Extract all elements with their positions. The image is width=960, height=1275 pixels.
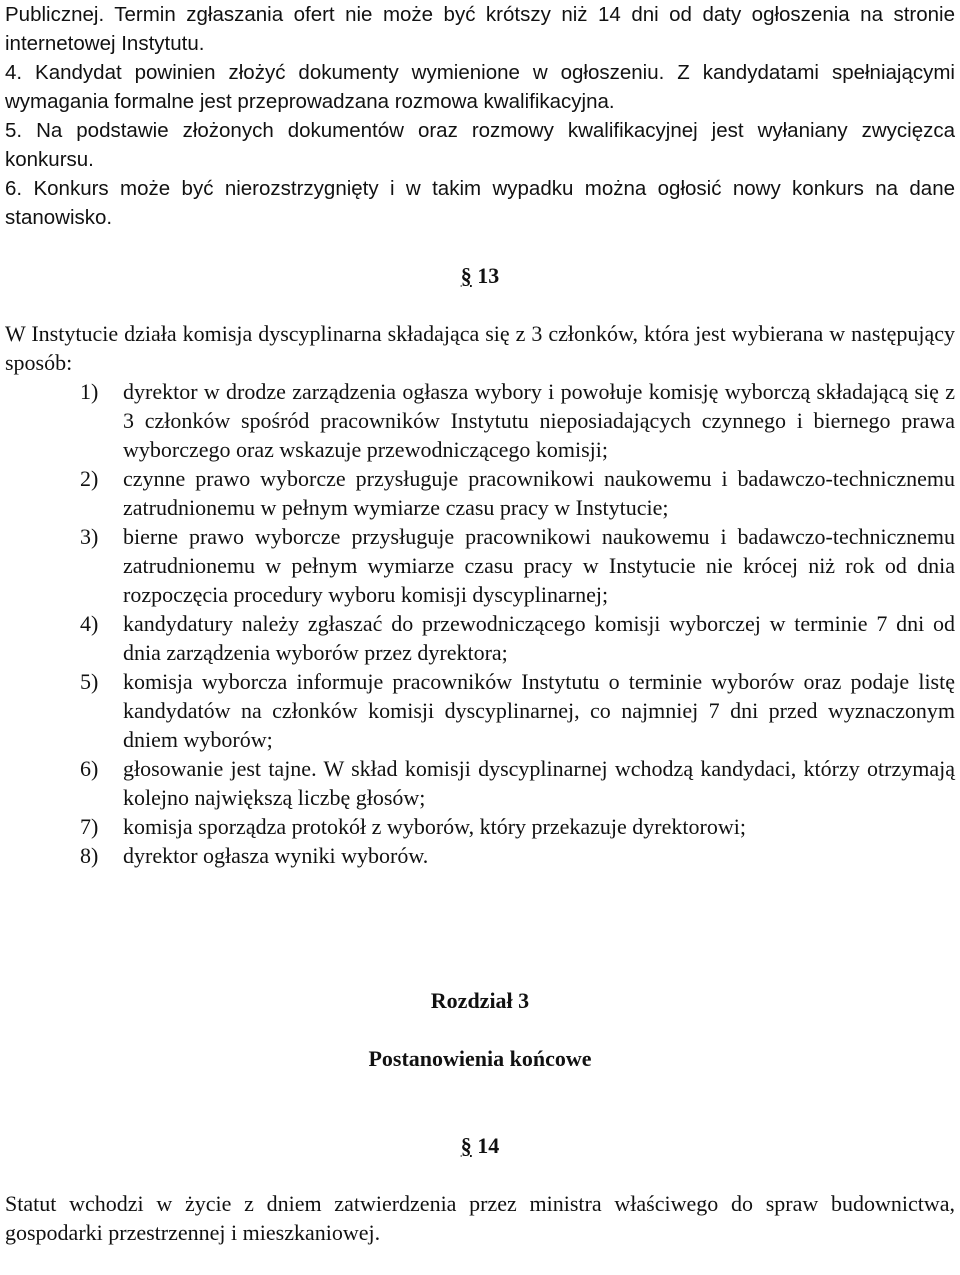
section-number: 14	[477, 1133, 500, 1158]
list-item	[5, 522, 955, 609]
list-item-number: 8)	[80, 843, 99, 868]
section-number: 13	[477, 263, 500, 288]
list-item-number: 2)	[80, 466, 99, 491]
list-item-text: komisja sporządza protokół z wyborów, który przekazuje dyrektorowi;	[123, 814, 746, 839]
document-page	[5, 0, 955, 1247]
paragraph-5: 5. Na podstawie złożonych dokumentów oraz rozmowy kwalifikacyjnej jest wyłaniany zwycięzca konkursu.	[5, 119, 955, 171]
list-item-number: 5)	[80, 669, 99, 694]
section-13-heading	[5, 261, 955, 290]
paragraph-6: 6. Konkurs może być nierozstrzygnięty i w takim wypadku można ogłosić nowy konkurs na dane stanowisko.	[5, 177, 955, 229]
list-item-text: komisja wyborcza informuje pracowników Instytutu o terminie wyborów oraz podaje listę kandydatów na członków komisji dyscyplinarnej, co najmniej 7 dni przed wyznaczonym dniem wyborów;	[123, 669, 955, 752]
list-item-text: kandydatury należy zgłaszać do przewodniczącego komisji wyborczej w terminie 7 dni od dnia zarządzenia wyborów przez dyrektora;	[123, 611, 955, 665]
list-item-number: 3)	[80, 524, 99, 549]
list-item-number: 7)	[80, 814, 99, 839]
spacer	[5, 870, 955, 986]
section-symbol: §	[460, 263, 472, 288]
list-item	[5, 841, 955, 870]
paragraph-intro: Publicznej. Termin zgłaszania ofert nie może być krótszy niż 14 dni od daty ogłoszenia na stronie internetowej Instytutu.	[5, 3, 955, 55]
section-13-intro: W Instytucie działa komisja dyscyplinarna składająca się z 3 członków, która jest wybierana w następujący sposób:	[5, 321, 955, 375]
list-item-number: 6)	[80, 756, 99, 781]
list-item-text: głosowanie jest tajne. W skład komisji dyscyplinarnej wchodzą kandydaci, którzy otrzymają kolejno największą liczbę głosów;	[123, 756, 955, 810]
section-14-heading	[5, 1131, 955, 1160]
list-item-text: dyrektor w drodze zarządzenia ogłasza wybory i powołuje komisję wyborczą składającą się z 3 członków spośród pracowników Instytutu nieposiadających czynnego i biernego prawa wyborczego oraz wskazuje przewodniczącego komisji;	[123, 379, 955, 462]
spacer	[5, 1015, 955, 1044]
list-item	[5, 754, 955, 812]
section-13-list	[5, 377, 955, 870]
chapter-subtitle: Postanowienia końcowe	[368, 1046, 592, 1071]
list-item	[5, 377, 955, 464]
list-item	[5, 667, 955, 754]
chapter-title: Rozdział 3	[430, 988, 530, 1013]
list-item	[5, 812, 955, 841]
section-symbol: §	[460, 1133, 472, 1158]
list-item	[5, 609, 955, 667]
section-14-text: Statut wchodzi w życie z dniem zatwierdzenia przez ministra właściwego do spraw budownictwa, gospodarki przestrzennej i mieszkaniowej.	[5, 1191, 955, 1245]
list-item-text: bierne prawo wyborcze przysługuje pracownikowi naukowemu i badawczo-technicznemu zatrudnionemu w pełnym wymiarze czasu pracy w Instytucie nie krócej niż rok od dnia rozpoczęcia procedury wyboru komisji dyscyplinarnej;	[123, 524, 955, 607]
list-item-number: 4)	[80, 611, 99, 636]
list-item-text: dyrektor ogłasza wyniki wyborów.	[123, 843, 429, 868]
list-item-text: czynne prawo wyborcze przysługuje pracownikowi naukowemu i badawczo-technicznemu zatrudnionemu w pełnym wymiarze czasu pracy w Instytucie;	[123, 466, 955, 520]
list-item-number: 1)	[80, 379, 99, 404]
paragraph-4: 4. Kandydat powinien złożyć dokumenty wymienione w ogłoszeniu. Z kandydatami spełniającymi wymagania formalne jest przeprowadzana rozmowa kwalifikacyjna.	[5, 61, 955, 113]
list-item	[5, 464, 955, 522]
